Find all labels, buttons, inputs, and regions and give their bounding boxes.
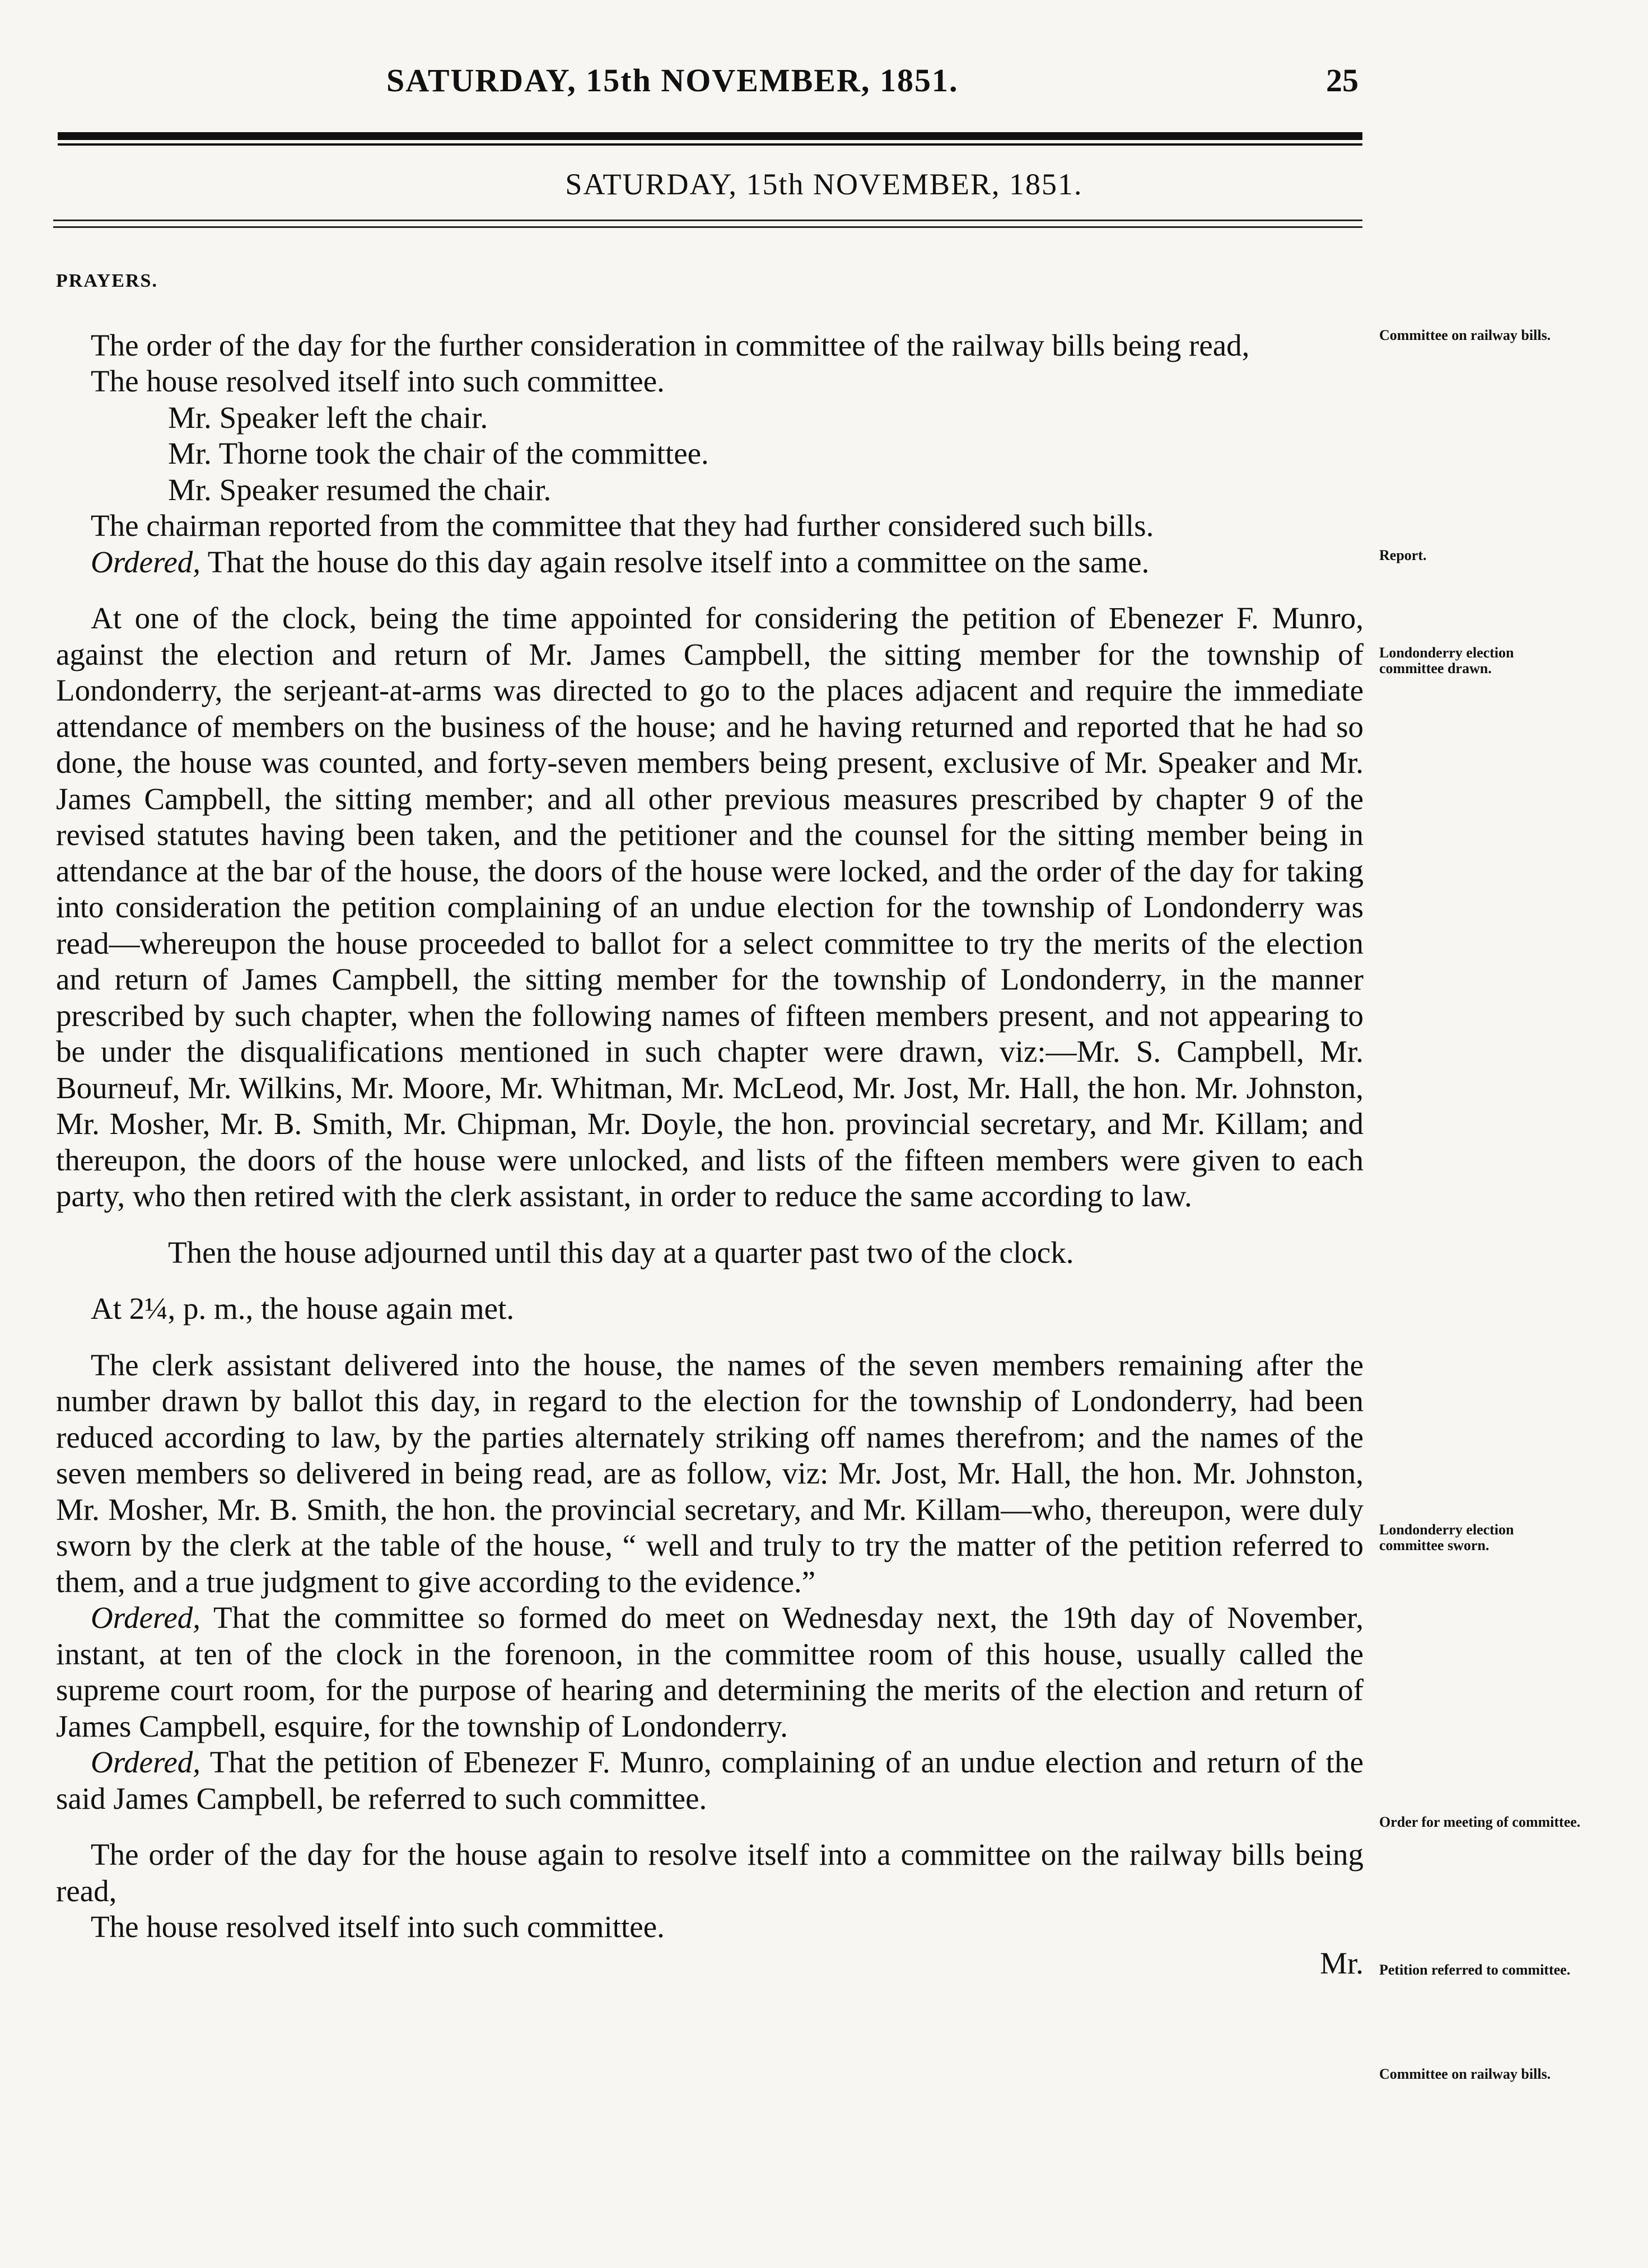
paragraph-speaker-left: Mr. Speaker left the chair. xyxy=(168,400,488,435)
margin-note-petition-referred: Petition referred to committee. xyxy=(1379,1962,1571,1978)
paragraph-railway-order: The order of the day for the further consideration in committee of the railway bills being read, xyxy=(91,328,1250,362)
ordered-label: Ordered, xyxy=(91,544,201,579)
paragraph-railway-order-2: The order of the day for the house again to resolve itself into a committee on the railway bills being read, xyxy=(56,1837,1364,1908)
paragraph-ordered-meeting xyxy=(56,1600,1364,1744)
paragraph-chairman-report: The chairman reported from the committee that they had further considered such bills. xyxy=(91,508,1154,543)
ordered-label: Ordered, xyxy=(91,1745,201,1779)
title-rule-bottom xyxy=(53,226,1362,228)
catchword: Mr. xyxy=(1320,1945,1364,1980)
running-head xyxy=(0,62,1648,118)
margin-note-railway-committee-2: Committee on railway bills. xyxy=(1379,2066,1551,2082)
running-title: SATURDAY, 15th NOVEMBER, 1851. xyxy=(386,62,959,99)
paragraph-house-met: At 2¼, p. m., the house again met. xyxy=(91,1291,515,1326)
header-rule-thin xyxy=(58,143,1362,146)
paragraph-thorne-chair: Mr. Thorne took the chair of the committee. xyxy=(168,436,709,470)
paragraph-ordered-resolve xyxy=(56,544,1364,581)
ordered-text: That the house do this day again resolve itself into a committee on the same. xyxy=(200,544,1150,579)
margin-note-report: Report. xyxy=(1379,547,1427,563)
paragraph-adjourned: Then the house adjourned until this day at a quarter past two of the clock. xyxy=(168,1235,1074,1270)
paragraph-clerk-assistant: The clerk assistant delivered into the house, the names of the seven members remaining after the number drawn by ballot this day, in regard to the election for the township of Londonderry, had been reduced according to law, by the parties alternately striking off names therefrom; and the names of the seven members so delivered in being read, are as follow, viz: Mr. Jost, Mr. Hall, the hon. Mr. Johnston, Mr. Mosher, Mr. B. Smith, the hon. the provincial secretary, and Mr. Killam—who, thereupon, were duly sworn by the clerk at the table of the house, “ well and truly to try the matter of the petition referred to them, and a true judgment to give according to the evidence.” xyxy=(56,1347,1364,1599)
margin-note-railway-committee: Committee on railway bills. xyxy=(1379,327,1551,343)
paragraph-house-resolved: The house resolved itself into such committee. xyxy=(91,364,665,398)
margin-note-committee-sworn: Londonderry election committee sworn. xyxy=(1379,1522,1514,1553)
title-rule-top xyxy=(53,220,1362,221)
paragraph-ordered-petition xyxy=(56,1744,1364,1817)
date-title: SATURDAY, 15th NOVEMBER, 1851. xyxy=(565,167,1083,201)
paragraph-house-resolved-2: The house resolved itself into such committee. xyxy=(91,1910,665,1944)
paragraph-election-ballot: At one of the clock, being the time appointed for considering the petition of Ebenezer F. Munro, against the election and return of Mr. James Campbell, the sitting member for the township of Londonderry, the serjeant-at-arms was directed to go to the places adjacent and require the immediate attendance of members on the business of the house; and he having returned and reported that he had so done, the house was counted, and forty-seven members being present, exclusive of Mr. Speaker and Mr. James Campbell, the sitting member; and all other previous measures prescribed by chapter 9 of the revised statutes having been taken, and the petitioner and the counsel for the sitting member being in attendance at the bar of the house, the doors of the house were locked, and the order of the day for taking into consideration the petition complaining of an undue election for the township of Londonderry was read—whereupon the house proceeded to ballot for a select committee to try the merits of the election and return of James Campbell, the sitting member for the township of Londonderry, in the manner prescribed by such chapter, when the following names of fifteen members present, and not appearing to be under the disqualifications mentioned in such chapter were drawn, viz:—Mr. S. Campbell, Mr. Bourneuf, Mr. Wilkins, Mr. Moore, Mr. Whitman, Mr. McLeod, Mr. Jost, Mr. Hall, the hon. Mr. Johnston, Mr. Mosher, Mr. B. Smith, Mr. Chipman, Mr. Doyle, the hon. provincial secretary, and Mr. Killam; and thereupon, the doors of the house were unlocked, and lists of the fifteen members were given to each party, who then retired with the clerk assistant, in order to reduce the same according to law. xyxy=(56,601,1364,1213)
ordered-label: Ordered, xyxy=(91,1600,201,1635)
paragraph-speaker-resumed: Mr. Speaker resumed the chair. xyxy=(168,472,552,507)
prayers-heading: PRAYERS. xyxy=(56,270,158,291)
margin-note-committee-drawn: Londonderry election committee drawn. xyxy=(1379,645,1514,676)
margin-note-order-meeting: Order for meeting of committee. xyxy=(1379,1814,1581,1830)
ordered-text: That the petition of Ebenezer F. Munro, complaining of an undue election and return of the said James Campbell, be referred to such committee. xyxy=(56,1745,1364,1816)
header-rule-thick xyxy=(58,132,1362,140)
ordered-text: That the committee so formed do meet on Wednesday next, the 19th day of November, instant, at ten of the clock in the forenoon, in the committee room of this house, usually called the supreme court room, for the purpose of hearing and determining the merits of the election and return of James Campbell, esquire, for the township of Londonderry. xyxy=(56,1600,1364,1743)
body-text xyxy=(56,263,1364,1981)
page-number: 25 xyxy=(1326,62,1358,99)
